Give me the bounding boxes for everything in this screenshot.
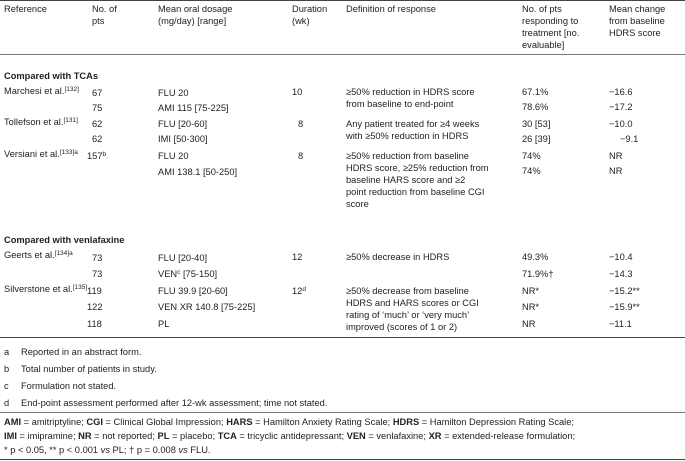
- duration: 8: [298, 119, 304, 129]
- duration: 8: [298, 151, 304, 161]
- dosage: FLU 20: [158, 88, 189, 98]
- responders: NR: [522, 319, 536, 329]
- header-responders: No. of pts responding to treatment [no. evaluable]: [522, 4, 580, 50]
- definition: Any patient treated for ≥4 weeks with ≥50% reduction in HDRS: [346, 119, 480, 141]
- ref-silverstone: Silverstone et al.[135]: [4, 284, 88, 294]
- table-bottom-rule: [0, 337, 685, 338]
- pts: 62: [92, 134, 103, 144]
- header-mean-change: Mean change from baseline HDRS score: [609, 4, 666, 38]
- duration: 10: [292, 87, 303, 97]
- pts: 122: [87, 302, 103, 312]
- header-pts: No. of pts: [92, 4, 117, 26]
- dosage: IMI [50-300]: [158, 134, 208, 144]
- responders: 78.6%: [522, 102, 549, 112]
- ref-marchesi: Marchesi et al.[132]: [4, 86, 79, 96]
- pts: 75: [92, 103, 103, 113]
- ref-versiani: Versiani et al.$^{[133]a}$: [4, 149, 78, 159]
- header-definition: Definition of response: [346, 4, 436, 14]
- abbreviations-line-2: IMI = imipramine; NR = not reported; PL = placebo; TCA = tricyclic antidepressant; VEN = venlafaxine; XR = extended-release formulation;: [4, 431, 576, 441]
- dosage: FLU [20-60]: [158, 119, 208, 129]
- header-reference: Reference: [4, 4, 47, 14]
- header-rule: [0, 54, 685, 55]
- significance-note: * p < 0.05, ** p < 0.001 vs PL; † p = 0.008 vs FLU.: [4, 445, 211, 455]
- abbreviations-line-1: AMI = amitriptyline; CGI = Clinical Global Impression; HARS = Hamilton Anxiety Rating Scale; HDRS = Hamilton Depression Rating Scale;: [4, 417, 574, 427]
- responders: 30 [53]: [522, 119, 551, 129]
- header-dosage: Mean oral dosage (mg/day) [range]: [158, 4, 233, 26]
- mean-change: NR: [609, 166, 623, 176]
- mean-change: −11.1: [609, 319, 632, 329]
- definition: ≥50% reduction in HDRS score from baseline to end-point: [346, 87, 475, 109]
- pts: 73: [92, 269, 103, 279]
- pts: 157$^b$: [87, 151, 107, 161]
- mean-change: −10.4: [609, 252, 633, 262]
- mean-change: −10.0: [609, 119, 633, 129]
- dosage: AMI 138.1 [50-250]: [158, 167, 238, 177]
- section-tca: Compared with TCAs: [4, 71, 99, 81]
- bottom-rule: [0, 459, 685, 460]
- ref-tollefson: Tollefson et al.[131]: [4, 117, 78, 127]
- definition: ≥50% reduction from baseline HDRS score, ≥25% reduction from baseline HARS score and ≥2 point reduction from baseline CGI score: [346, 151, 489, 209]
- footnote-b: b Total number of patients in study.: [4, 364, 157, 374]
- responders: 67.1%: [522, 87, 549, 97]
- footnote-d: d End-point assessment performed after 12-wk assessment; time not stated.: [4, 398, 328, 408]
- pts: 73: [92, 253, 103, 263]
- responders: NR*: [522, 302, 540, 312]
- mean-change: −15.2**: [609, 286, 640, 296]
- footnote-c: c Formulation not stated.: [4, 381, 117, 391]
- definition: ≥50% decrease in HDRS: [346, 252, 450, 262]
- responders: 74%: [522, 166, 541, 176]
- mean-change: NR: [609, 151, 623, 161]
- footnote-a: a Reported in an abstract form.: [4, 347, 142, 357]
- responders: 71.9%†: [522, 269, 554, 279]
- responders: 26 [39]: [522, 134, 551, 144]
- responders: NR*: [522, 286, 540, 296]
- mean-change: −9.1: [620, 134, 639, 144]
- section-venlafaxine: Compared with venlafaxine: [4, 235, 125, 245]
- dosage: FLU 39.9 [20-60]: [158, 286, 228, 296]
- pts: 62: [92, 119, 103, 129]
- pts: 119: [87, 286, 102, 296]
- ref-geerts: Geerts et al.$^{[134]a}$: [4, 250, 73, 260]
- dosage: FLU 20: [158, 151, 189, 161]
- mean-change: −15.9**: [609, 302, 640, 312]
- dosage: VEN XR 140.8 [75-225]: [158, 302, 256, 312]
- responders: 49.3%: [522, 252, 549, 262]
- duration: 12$^d$: [292, 286, 306, 296]
- top-rule: [0, 0, 685, 1]
- definition: ≥50% decrease from baseline HDRS and HARS scores or CGI rating of ‘much’ or ‘very much’ improved (scores of 1 or 2): [346, 286, 479, 332]
- pts: 67: [92, 88, 103, 98]
- pts: 118: [87, 319, 102, 329]
- mean-change: −17.2: [609, 102, 633, 112]
- abbrev-rule: [0, 412, 685, 413]
- mean-change: −14.3: [609, 269, 633, 279]
- dosage: VEN$^c$ [75-150]: [158, 269, 218, 279]
- dosage: PL: [158, 319, 170, 329]
- dosage: FLU [20-40]: [158, 253, 208, 263]
- dosage: AMI 115 [75-225]: [158, 103, 229, 113]
- duration: 12: [292, 252, 303, 262]
- mean-change: −16.6: [609, 87, 633, 97]
- responders: 74%: [522, 151, 541, 161]
- header-duration: Duration (wk): [292, 4, 328, 26]
